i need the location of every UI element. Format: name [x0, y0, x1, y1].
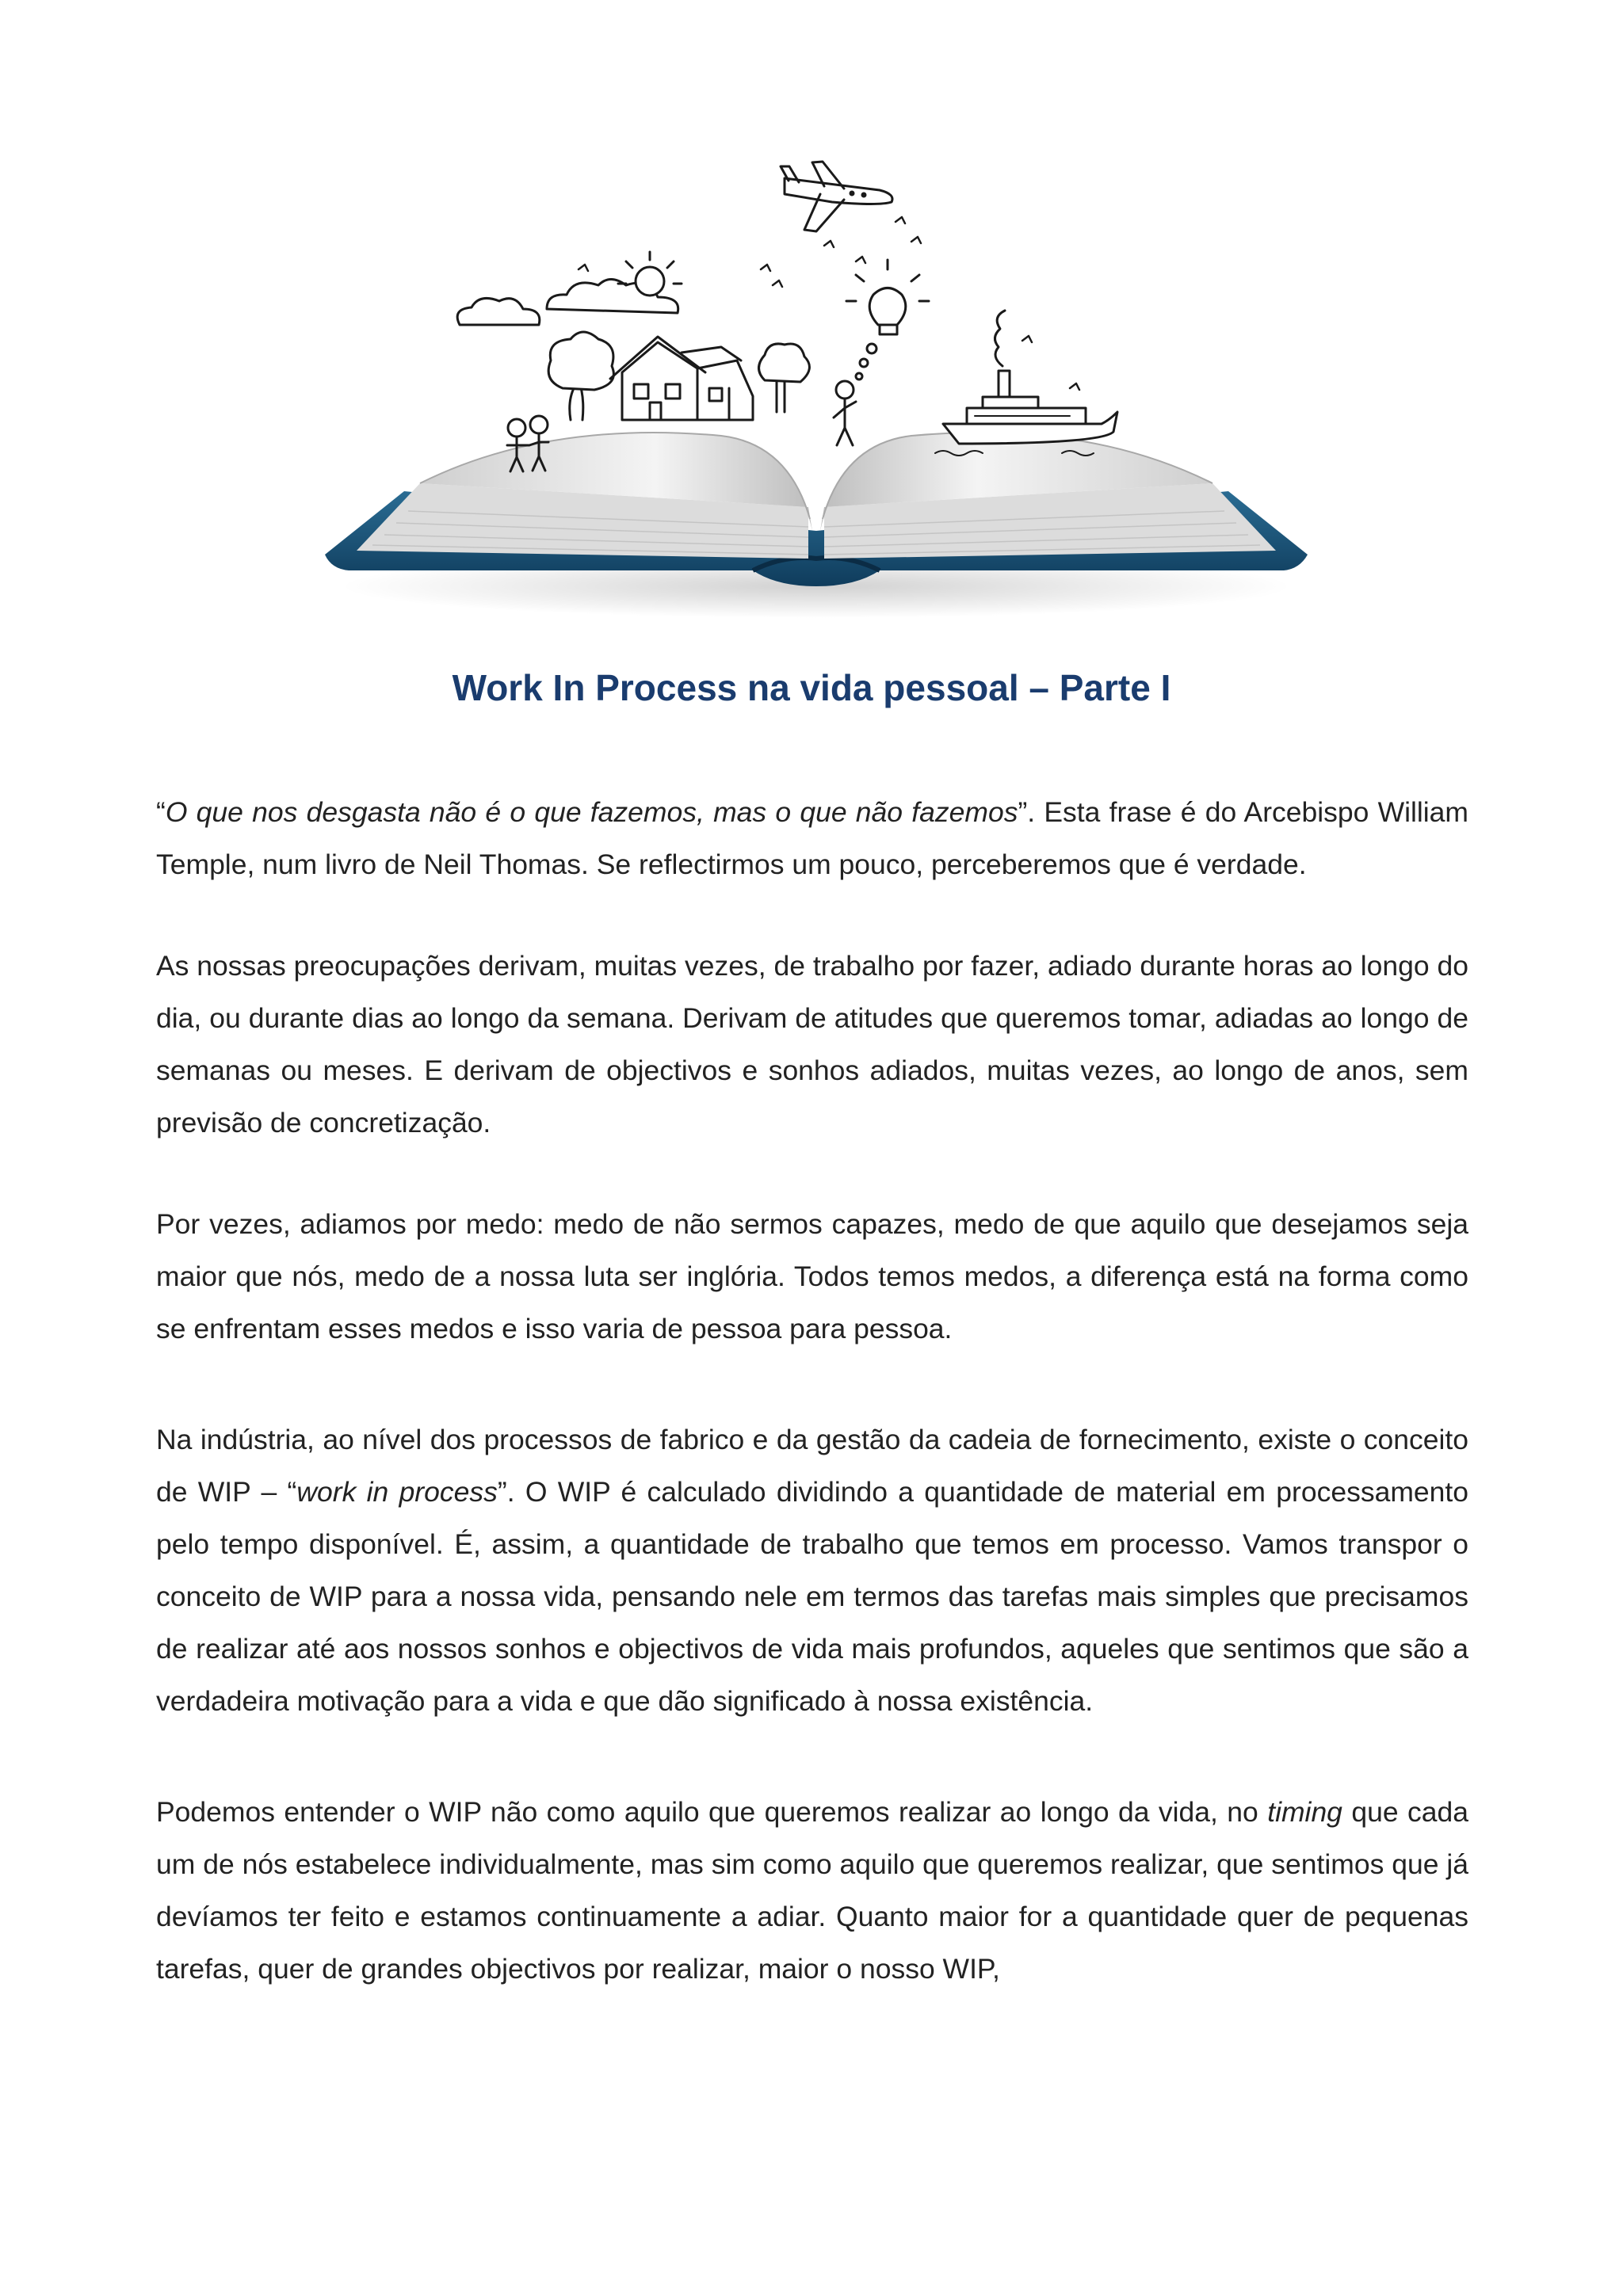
steamship-doodle	[935, 311, 1117, 456]
clouds-and-sun-doodle	[457, 252, 682, 325]
open-book-illustration	[309, 158, 1323, 650]
house-doodle	[610, 337, 753, 420]
article-body	[156, 786, 1468, 1995]
quote-open-mark: “	[156, 796, 166, 828]
paragraph-4	[156, 1413, 1468, 1727]
paragraph-5-emphasis: timing	[1267, 1796, 1342, 1828]
paragraph-5	[156, 1786, 1468, 1995]
paragraph-4-text-a: Na indústria, ao nível dos processos de fabrico e da gestão da cadeia de fornecimento, existe o conceito de WIP – “	[156, 1424, 1468, 1508]
paragraph-5-text-a: Podemos entender o WIP não como aquilo que queremos realizar ao longo da vida, no	[156, 1796, 1268, 1828]
paragraph-2: As nossas preocupações derivam, muitas vezes, de trabalho por fazer, adiado durante horas ao longo do dia, ou durante dias ao longo da semana. Derivam de atitudes que queremos tomar, adiadas ao longo de semanas ou meses. E derivam de objectivos e sonhos adiados, muitas vezes, ao longo de anos, sem previsão de concretização.	[156, 950, 1468, 1138]
paragraph-1-text: ”. Esta frase é do Arcebispo William Temple, num livro de Neil Thomas. Se reflectirmos um pouco, perceberemos que é verdade.	[156, 796, 1468, 880]
airplane-doodle	[781, 162, 892, 231]
paragraph-3: Por vezes, adiamos por medo: medo de não sermos capazes, medo de que aquilo que desejamos seja maior que nós, medo de a nossa luta ser inglória. Todos temos medos, a diferença está na forma como se enfrentam esses medos e isso varia de pessoa para pessoa.	[156, 1208, 1468, 1344]
quote-text: O que nos desgasta não é o que fazemos, mas o que não fazemos	[165, 796, 1018, 828]
page-title: Work In Process na vida pessoal – Parte I	[452, 667, 1171, 708]
paragraph-1	[156, 786, 1468, 891]
paragraph-5-text-b: que cada um de nós estabelece individualmente, mas sim como aquilo que queremos realizar, que sentimos que já devíamos ter feito e estamos continuamente a adiar. Quanto maior for a quantidade quer de pequenas tarefas, quer de grandes objectivos por realizar, maior o nosso WIP,	[156, 1796, 1468, 1985]
lightbulb-doodle	[846, 260, 929, 379]
paragraph-4-emphasis: work in process	[296, 1476, 498, 1508]
stick-figure-doodle	[834, 381, 856, 445]
paragraph-4-text-b: ”. O WIP é calculado dividindo a quantidade de material em processamento pelo tempo disponível. É, assim, a quantidade de trabalho que temos em processo. Vamos transpor o conceito de WIP para a nossa vida, pensando nele em termos das tarefas mais simples que precisamos de realizar até aos nossos sonhos e objectivos de vida mais profundos, aqueles que sentimos que são a verdadeira motivação para a vida e que dão significado à nossa existência.	[156, 1476, 1468, 1717]
